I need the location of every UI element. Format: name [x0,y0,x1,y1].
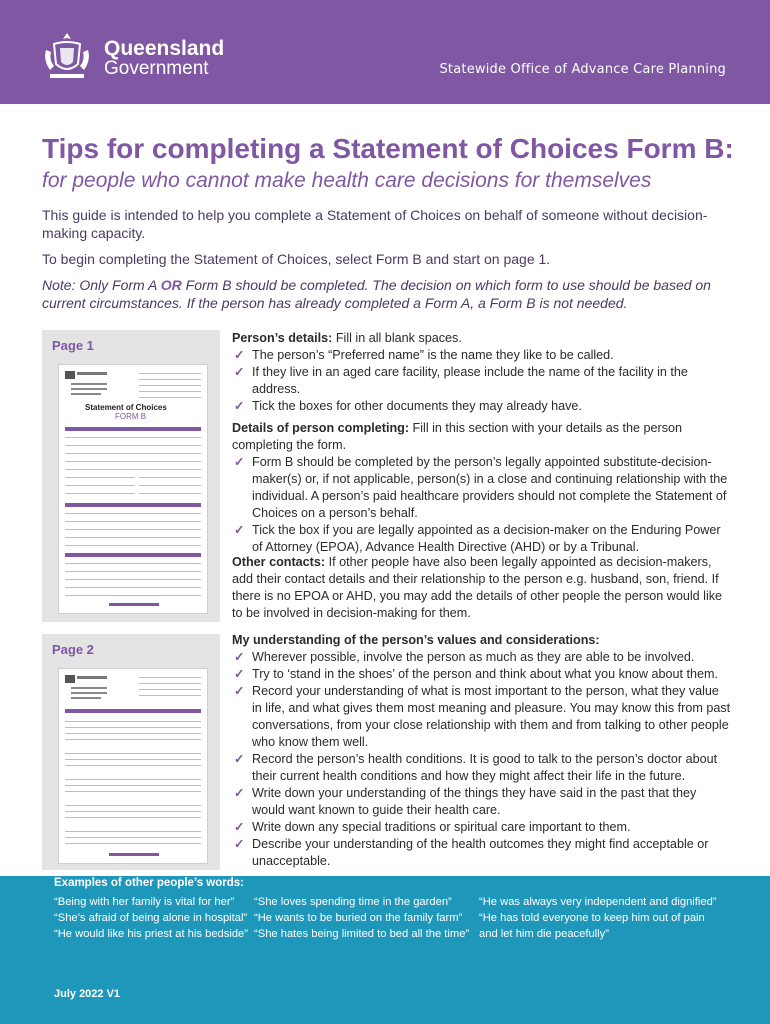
persons-details-text: Fill in all blank spaces. [332,331,462,345]
intro-instruction: To begin completing the Statement of Choices, select Form B and start on page 1. [42,251,551,267]
check-icon: ✓ [234,650,245,664]
list-item-text: Write down your understanding of the things they have said in the past that they would want known to guide their health care. [252,786,697,817]
office-name: Statewide Office of Advance Care Planning [439,62,726,77]
list-item [232,522,732,556]
check-icon: ✓ [234,365,245,379]
check-icon: ✓ [234,455,245,469]
queensland-crest-icon [40,30,94,82]
check-icon: ✓ [234,837,245,851]
list-item [232,683,732,751]
list-item-text: Tick the boxes for other documents they may already have. [252,399,582,413]
list-item-text: Describe your understanding of the health outcomes they might find acceptable or unacceptable. [252,837,709,868]
list-item-text: Form B should be completed by the person’s legally appointed substitute-decision-maker(s) or, if not applicable, person(s) in a close and continuing relationship with the individual. A person’s paid healthcare providers should not complete the Statement of Choices on a person’s behalf. [252,455,728,520]
examples-column-3 [479,894,717,942]
page2-panel [42,634,220,870]
list-item [232,364,732,398]
thumbnail-title: Statement of Choices [85,403,167,412]
list-item [232,347,732,364]
page1-form-thumbnail [58,364,208,614]
check-icon: ✓ [234,684,245,698]
section-person-completing [232,420,732,556]
list-item [232,819,732,836]
list-item [232,666,732,683]
example-quote: “He was always very independent and dignified” [479,896,717,908]
logo-queensland: Queensland [104,37,225,60]
section-other-contacts [232,554,732,622]
note-or: OR [160,277,182,293]
check-icon: ✓ [234,523,245,537]
example-quote: “She hates being limited to bed all the time” [254,928,470,940]
page-header [0,0,770,104]
check-icon: ✓ [234,786,245,800]
example-quote: “She’s afraid of being alone in hospital” [54,912,248,924]
example-quote: “Being with her family is vital for her” [54,896,235,908]
page-title: Tips for completing a Statement of Choices Form B: [42,133,734,164]
example-quote: “He wants to be buried on the family farm” [254,912,463,924]
list-item-text: Record your understanding of what is most important to the person, what they value in life, and what gives them most meaning and pleasure. You may know this from past conversations, from your close relationship with them and from talking to other people who know them well. [252,684,731,749]
list-item-text: Wherever possible, involve the person as much as they are able to be involved. [252,650,695,664]
person-completing-heading: Details of person completing: [232,421,410,435]
section-understanding [232,632,732,870]
thumbnail-form: FORM B [115,412,147,421]
logo-government: Government [104,58,209,79]
page2-form-thumbnail [58,668,208,864]
page1-label: Page 1 [52,338,94,353]
list-item-text: Record the person’s health conditions. It is good to talk to the person’s doctor about their current health conditions and how they might affect their life in the future. [252,752,718,783]
check-icon: ✓ [234,820,245,834]
check-icon: ✓ [234,348,245,362]
list-item-text: Write down any special traditions or spiritual care important to them. [252,820,631,834]
example-quote: “He would like his priest at his bedside” [54,928,249,940]
list-item [232,785,732,819]
intro-paragraph: This guide is intended to help you complete a Statement of Choices on behalf of someone without decision-making capacity. [42,207,708,241]
thumbnail-crest-icon [63,369,113,399]
persons-details-heading: Person’s details: [232,331,333,345]
page2-label: Page 2 [52,642,94,657]
page1-panel [42,330,220,622]
list-item-text: Try to ‘stand in the shoes’ of the person and think about what you know about them. [252,667,719,681]
examples-heading: Examples of other people’s words: [54,877,245,889]
example-quote: “She loves spending time in the garden” [254,896,452,908]
understanding-heading: My understanding of the person’s values and considerations: [232,633,600,647]
other-contacts-heading: Other contacts: [232,555,326,569]
other-contacts-text: If other people have also been legally appointed as decision-makers, add their contact details and their relationship to the person e.g. husband, son, friend. If there is no EPOA or AHD, you may add the details of other people the person would like to be involved in decision-making for them. [232,555,723,620]
list-item [232,751,732,785]
person-completing-text: Fill in this section with your details as the person completing the form. [232,421,683,452]
list-item [232,836,732,870]
note-text-start: Note: Only Form A [42,277,161,293]
list-item-text: If they live in an aged care facility, please include the name of the facility in the address. [252,365,688,396]
examples-column-1 [54,894,248,942]
example-quote: and let him die peacefully” [479,928,609,940]
check-icon: ✓ [234,667,245,681]
note-text-end: Form B should be completed. The decision on which form to use should be based on current circumstances. If the person has already completed a Form A, a Form B is not needed. [42,277,711,311]
list-item-text: Tick the box if you are legally appointed as a decision-maker on the Enduring Power of Attorney (EPOA), Advance Health Directive (AHD) or by a Tribunal. [252,523,721,554]
examples-column-2 [254,894,469,942]
example-quote: “He has told everyone to keep him out of pain [479,912,705,924]
intro-note [42,276,732,312]
list-item [232,454,732,522]
check-icon: ✓ [234,399,245,413]
list-item [232,649,732,666]
version-label: July 2022 V1 [54,988,121,1000]
section-persons-details [232,330,732,415]
page-subtitle: for people who cannot make health care decisions for themselves [42,169,652,192]
list-item-text: The person’s “Preferred name” is the name they like to be called. [252,348,614,362]
check-icon: ✓ [234,752,245,766]
thumbnail-crest-icon-2 [63,673,113,703]
list-item [232,398,732,415]
